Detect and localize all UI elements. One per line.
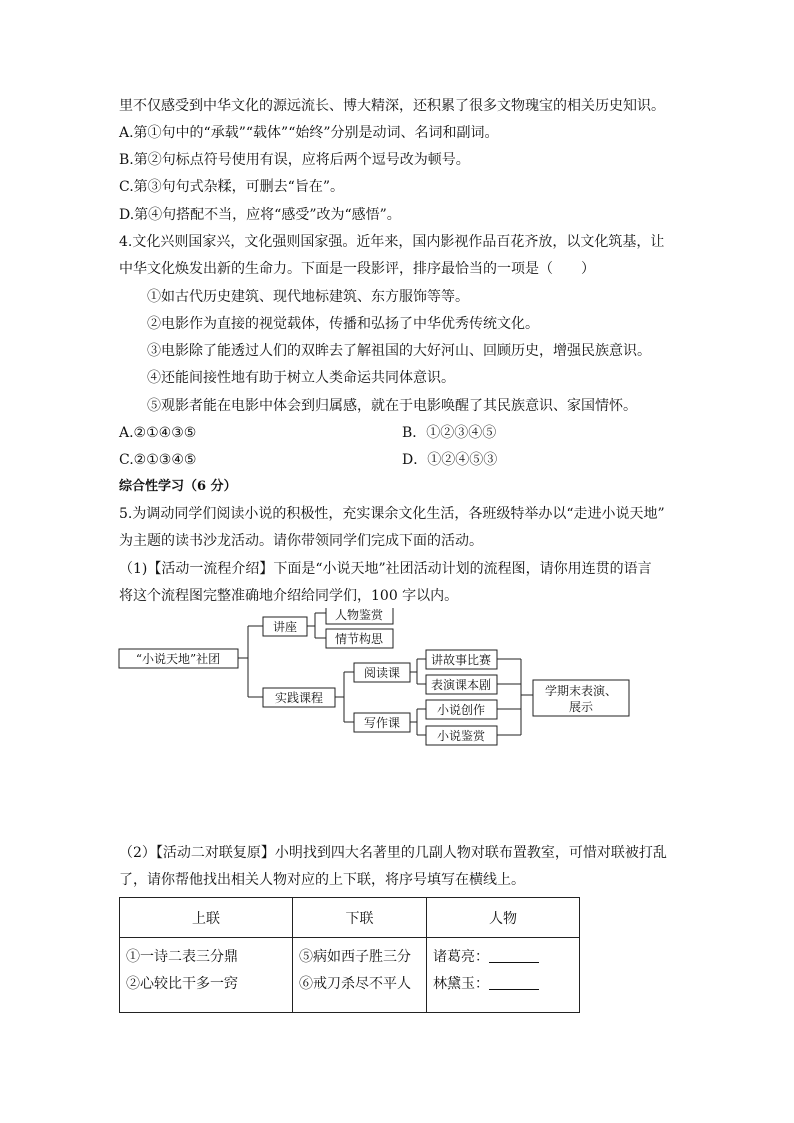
- box-novel-creation-label: 小说创作: [436, 703, 486, 717]
- box-storytelling-label: 讲故事比赛: [430, 653, 492, 667]
- box-root: [119, 649, 238, 668]
- box-reading: [354, 663, 410, 682]
- person-zhuge-liang: [433, 944, 573, 971]
- box-character-appreciation-label: 人物鉴赏: [334, 608, 384, 622]
- box-final-show-label-2: 展示: [568, 700, 594, 714]
- activity-1-line-2: 将这个流程图完整准确地介绍给同学们，100 字以内。: [119, 588, 459, 604]
- question-4-line-1: 4.文化兴则国家兴，文化强则国家强。近年来，国内影视作品百花齐放，以文化筑基，让: [119, 234, 665, 250]
- box-writing: [354, 713, 410, 732]
- option-d-q3: D.第④句搭配不当，应将“感受”改为“感悟”。: [119, 207, 401, 223]
- box-reading-label: 阅读课: [363, 666, 401, 680]
- option-row-2: [119, 451, 498, 469]
- person-zhuge-liang-label: 诸葛亮：: [433, 949, 489, 965]
- table-header-row: [120, 898, 580, 938]
- sentence-1: ①如古代历史建筑、现代地标建筑、东方服饰等等。: [147, 289, 469, 305]
- box-lecture: [263, 617, 307, 636]
- option-c-q4: C.②①③④⑤: [119, 452, 197, 468]
- box-drama-label: 表演课本剧: [430, 678, 492, 692]
- box-practice-label: 实践课程: [274, 691, 324, 705]
- box-novel-creation: [426, 700, 497, 719]
- box-final-show-label-1: 学期末表演、: [544, 684, 618, 698]
- option-row-1: [119, 424, 497, 442]
- person-lin-daiyu: [433, 971, 573, 998]
- section-title: 综合性学习（6 分）: [119, 479, 237, 494]
- flowchart: [110, 608, 650, 758]
- option-d-q4: D．①②④⑤③: [402, 452, 498, 468]
- upper-couplet-1: ①一诗二表三分鼎: [126, 949, 238, 965]
- lower-couplet-6: ⑥戒刀杀尽不平人: [299, 976, 411, 992]
- question-5-line-1: 5.为调动同学们阅读小说的积极性，充实课余文化生活，各班级特举办以“走进小说天地”: [119, 506, 665, 522]
- cell-upper: [120, 938, 293, 1013]
- question-4-line-2: 中华文化焕发出新的生命力。下面是一段影评，排序最恰当的一项是（ ）: [119, 261, 595, 277]
- sentence-4: ④还能间接性地有助于树立人类命运共同体意识。: [147, 370, 455, 386]
- header-upper: 上联: [120, 898, 293, 938]
- activity-2-line-2: 了，请你帮他找出相关人物对应的上下联，将序号填写在横线上。: [119, 872, 525, 888]
- box-character-appreciation: [326, 608, 393, 624]
- connector-reading: [410, 659, 426, 684]
- box-storytelling: [426, 650, 497, 669]
- header-lower: 下联: [293, 898, 427, 938]
- box-plot-design-label: 情节构思: [334, 632, 384, 646]
- table-row: [120, 938, 580, 1013]
- activity-2-line-1: （2）【活动二对联复原】小明找到四大名著里的几副人物对联布置教室，可惜对联被打乱: [119, 845, 667, 861]
- box-lecture-label: 讲座: [272, 620, 298, 634]
- box-root-label: “小说天地”社团: [135, 652, 221, 666]
- upper-couplet-2: ②心较比干多一窍: [126, 976, 238, 992]
- connector-final: [497, 659, 533, 735]
- option-b-q4: B．①②③④⑤: [402, 425, 497, 441]
- answer-blank-2[interactable]: [489, 975, 539, 990]
- connector-writing: [410, 709, 426, 735]
- box-drama: [426, 675, 497, 694]
- sentence-2: ②电影作为直接的视觉载体，传播和弘扬了中华优秀传统文化。: [147, 316, 539, 332]
- sentence-5: ⑤观影者能在电影中体会到归属感，就在于电影唤醒了其民族意识、家国情怀。: [147, 398, 637, 414]
- person-lin-daiyu-label: 林黛玉：: [433, 976, 489, 992]
- cell-lower: [293, 938, 427, 1013]
- lower-couplet-5: ⑤病如西子胜三分: [299, 949, 411, 965]
- question-5-line-2: 为主题的读书沙龙活动。请你带领同学们完成下面的活动。: [119, 533, 483, 549]
- header-person: 人物: [427, 898, 580, 938]
- option-c-q3: C.第③句句式杂糅，可删去“旨在”。: [119, 179, 344, 195]
- option-a-q3: A.第①句中的“承载”“载体”“始终”分别是动词、名词和副词。: [119, 125, 499, 141]
- text-line: 里不仅感受到中华文化的源远流长、博大精深，还积累了很多文物瑰宝的相关历史知识。: [119, 98, 665, 114]
- cell-person: [427, 938, 580, 1013]
- sentence-3: ③电影除了能透过人们的双眸去了解祖国的大好河山、回顾历史，增强民族意识。: [147, 343, 651, 359]
- box-writing-label: 写作课: [363, 716, 401, 730]
- activity-1-line-1: （1)【活动一流程介绍】下面是“小说天地”社团活动计划的流程图，请你用连贯的语言: [119, 561, 652, 577]
- box-novel-appreciation: [426, 726, 497, 745]
- box-novel-appreciation-label: 小说鉴赏: [436, 729, 486, 743]
- answer-blank-1[interactable]: [489, 948, 539, 963]
- option-b-q3: B.第②句标点符号使用有误，应将后两个逗号改为顿号。: [119, 152, 470, 168]
- connector-practice: [335, 672, 354, 722]
- box-practice: [263, 688, 335, 707]
- option-a-q4: A.②①④③⑤: [119, 425, 197, 441]
- connector-lecture: [307, 613, 326, 638]
- couplet-table: [119, 897, 580, 1013]
- box-plot-design: [326, 629, 393, 648]
- connector-root: [238, 626, 263, 697]
- box-final-show: [533, 680, 629, 716]
